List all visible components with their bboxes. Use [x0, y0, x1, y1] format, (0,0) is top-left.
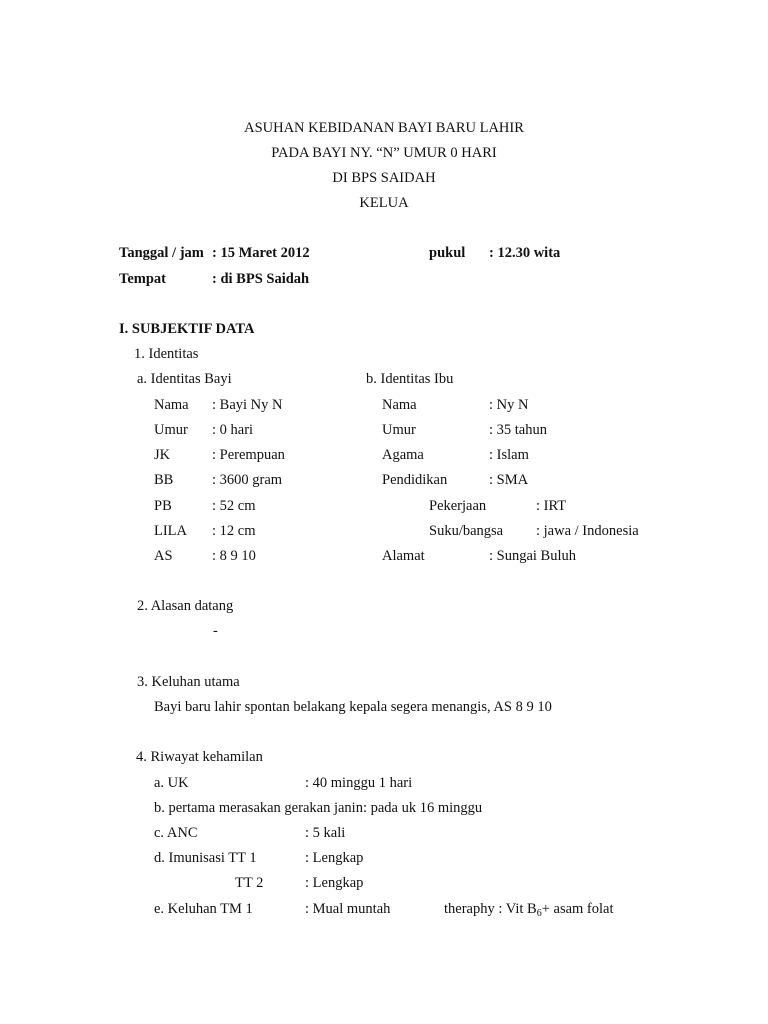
bayi-label: AS [154, 548, 173, 564]
riwayat-anc-label: c. ANC [154, 825, 198, 841]
ibu-value: : SMA [489, 472, 529, 488]
ibu-value: : jawa / Indonesia [536, 523, 639, 539]
bayi-value: : 12 cm [212, 523, 256, 539]
alasan-value: - [213, 623, 218, 639]
ibu-value: : Sungai Buluh [489, 548, 577, 564]
doc-title-line1: ASUHAN KEBIDANAN BAYI BARU LAHIR [244, 120, 524, 136]
bayi-value: : 8 9 10 [212, 548, 256, 564]
ibu-label: Alamat [382, 548, 425, 564]
riwayat-uk-value: : 40 minggu 1 hari [305, 775, 413, 791]
riwayat-keluhan-label: e. Keluhan TM 1 [154, 901, 253, 917]
theraphy-prefix: theraphy : Vit B [444, 901, 537, 917]
bayi-label: Nama [154, 397, 189, 413]
riwayat-theraphy [444, 902, 614, 919]
bayi-label: BB [154, 472, 174, 488]
keluhan-value: Bayi baru lahir spontan belakang kepala segera menangis, AS 8 9 10 [154, 699, 552, 715]
ibu-value: : IRT [536, 498, 567, 514]
alasan-heading: 2. Alasan datang [137, 598, 234, 614]
theraphy-subscript: 6 [536, 908, 542, 919]
pukul-value: : 12.30 wita [489, 245, 561, 261]
ibu-label: Pekerjaan [429, 498, 487, 514]
tanggal-value: : 15 Maret 2012 [212, 245, 310, 261]
ibu-label: Suku/bangsa [429, 523, 504, 539]
bayi-label: LILA [154, 523, 188, 539]
tanggal-label: Tanggal / jam [119, 245, 204, 261]
pukul-label: pukul [429, 245, 466, 261]
keluhan-heading: 3. Keluhan utama [137, 674, 240, 690]
bayi-value: : 3600 gram [212, 472, 283, 488]
identitas-ibu-heading: b. Identitas Ibu [366, 371, 454, 387]
ibu-value: : 35 tahun [489, 422, 547, 438]
ibu-label: Umur [382, 422, 416, 438]
bayi-value: : 52 cm [212, 498, 256, 514]
identitas-bayi-heading: a. Identitas Bayi [137, 371, 232, 387]
ibu-label: Nama [382, 397, 417, 413]
ibu-label: Agama [382, 447, 424, 463]
bayi-label: Umur [154, 422, 188, 438]
riwayat-uk-label: a. UK [154, 775, 189, 791]
section-title: I. SUBJEKTIF DATA [119, 321, 255, 337]
bayi-value: : Bayi Ny N [212, 397, 283, 413]
riwayat-tt2-value: : Lengkap [305, 875, 364, 891]
bayi-value: : 0 hari [212, 422, 254, 438]
bayi-value: : Perempuan [212, 447, 285, 463]
riwayat-anc-value: : 5 kali [305, 825, 346, 841]
riwayat-imunisasi-label: d. Imunisasi TT 1 [154, 850, 257, 866]
bayi-label: PB [154, 498, 172, 514]
theraphy-suffix: + asam folat [541, 901, 614, 917]
riwayat-keluhan-value: : Mual muntah [305, 901, 391, 917]
tempat-value: : di BPS Saidah [212, 271, 310, 287]
tempat-label: Tempat [119, 271, 166, 287]
riwayat-imunisasi-value: : Lengkap [305, 850, 364, 866]
riwayat-gerakan: b. pertama merasakan gerakan janin: pada uk 16 minggu [154, 800, 483, 816]
identitas-heading: 1. Identitas [134, 346, 199, 362]
doc-title-line3: DI BPS SAIDAH [332, 170, 436, 186]
ibu-value: : Islam [489, 447, 529, 463]
riwayat-heading: 4. Riwayat kehamilan [136, 749, 263, 765]
doc-title-line4: KELUA [359, 195, 409, 211]
ibu-label: Pendidikan [382, 472, 448, 488]
bayi-label: JK [154, 447, 171, 463]
riwayat-tt2-label: TT 2 [235, 875, 264, 891]
ibu-value: : Ny N [489, 397, 529, 413]
doc-title-line2: PADA BAYI NY. “N” UMUR 0 HARI [271, 145, 497, 161]
